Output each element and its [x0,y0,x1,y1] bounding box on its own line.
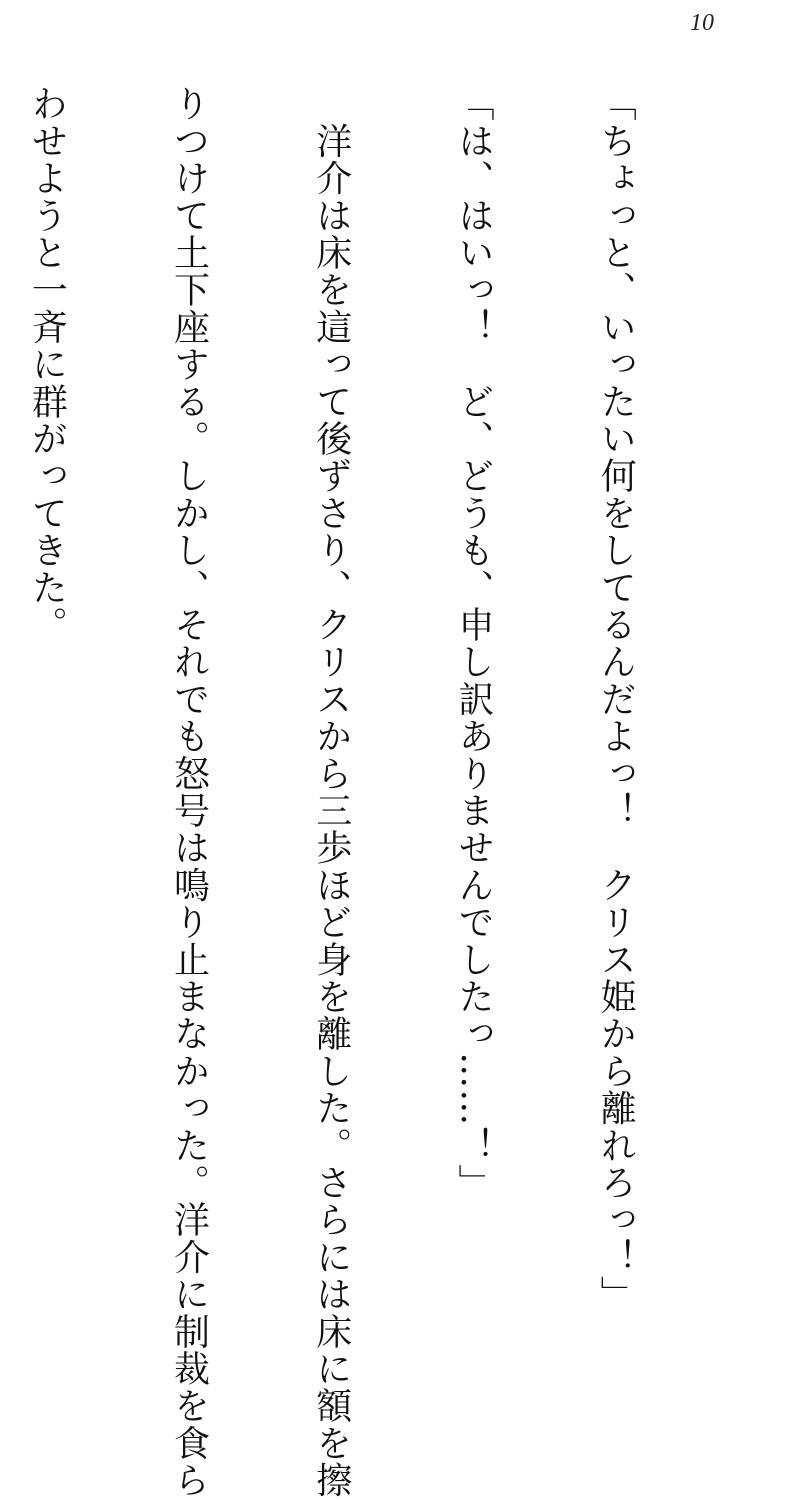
page-number: 10 [690,10,714,36]
text-line: 「ちょっと、いったい何をしてるんだよっ！ クリス姫から離れろっ！」 [595,85,637,1313]
vertical-text-body [0,85,734,1499]
text-line: わせようと一斉に群がってきた。 [26,85,68,643]
text-line: 「は、はいっ！ ど、どうも、申し訳ありませんでしたっ……！」 [452,85,494,1201]
text-line: りつけて土下座する。しかし、それでも怒号は鳴り止まなかった。洋介に制裁を食ら [168,85,210,1499]
text-line: 洋介は床を這って後ずさり、クリスから三歩ほど身を離した。さらには床に額を擦 [310,85,352,1499]
